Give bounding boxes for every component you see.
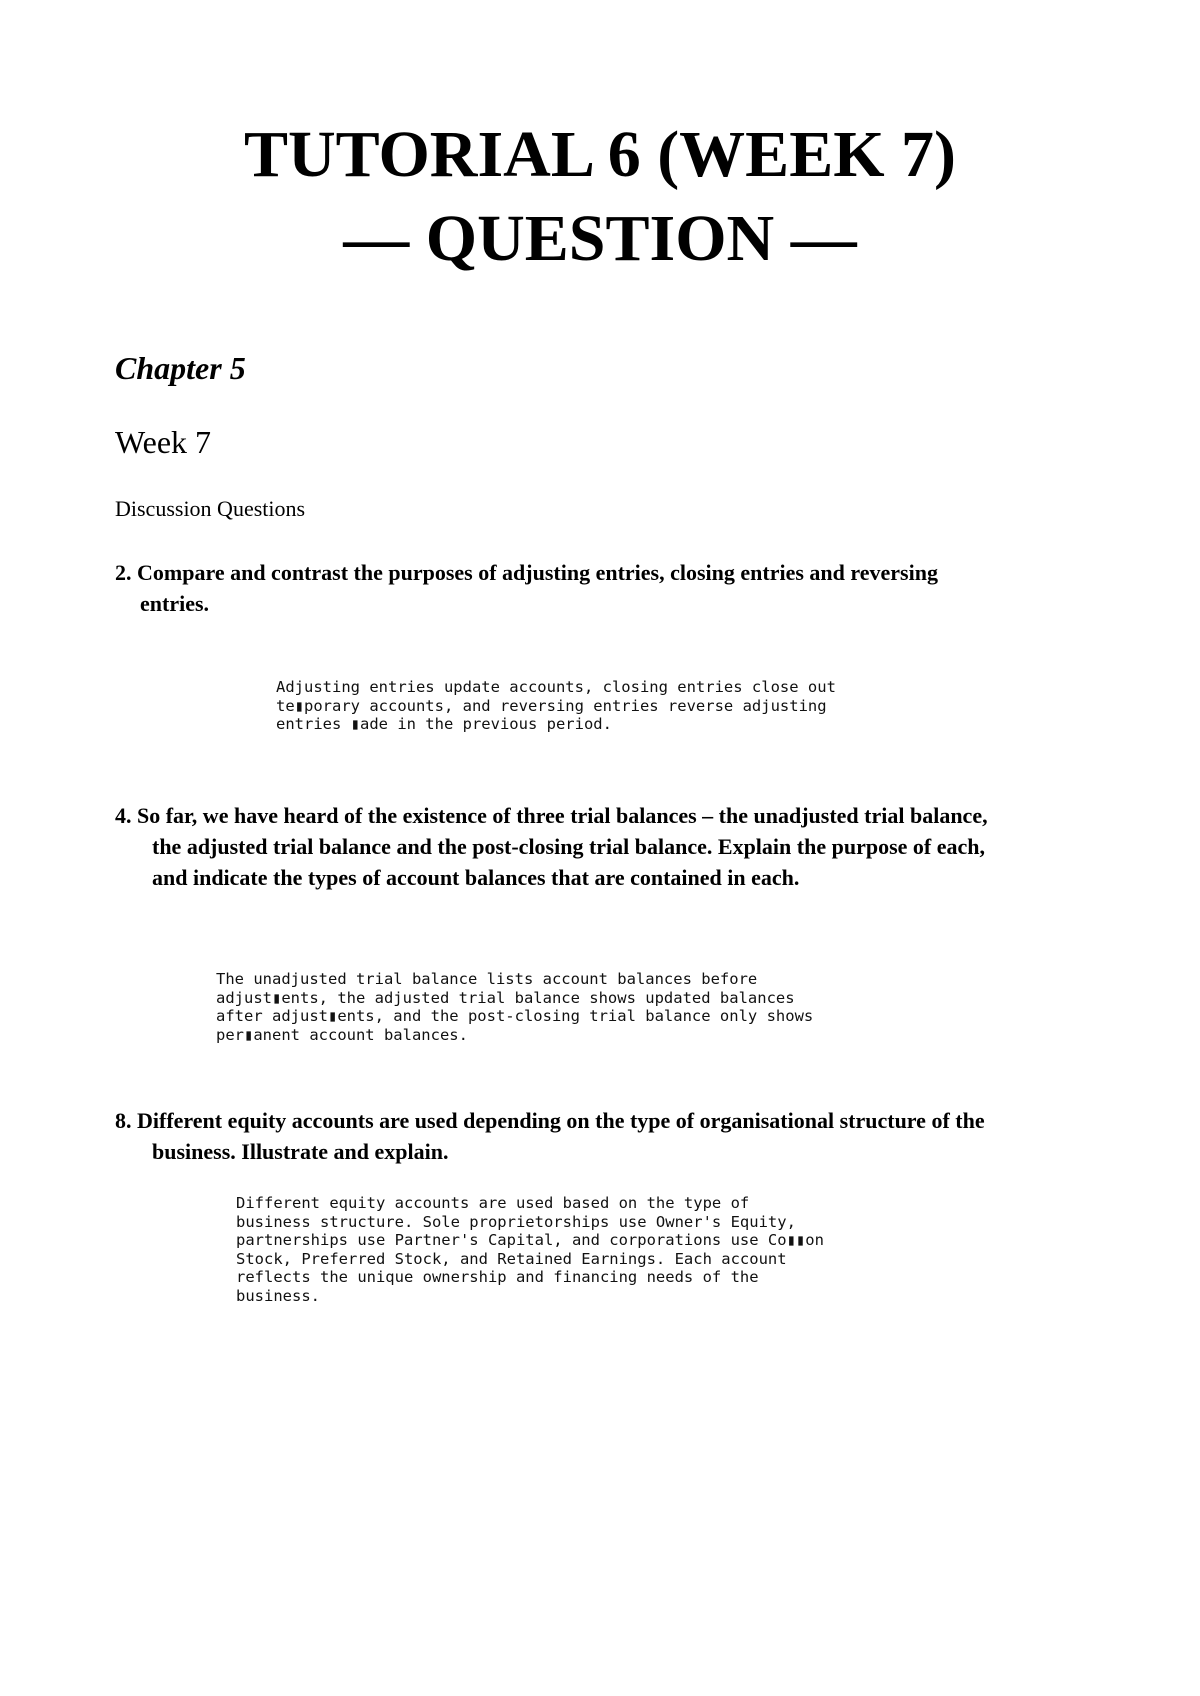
question-text-line: and indicate the types of account balances that are contained in each.: [152, 865, 800, 890]
section-heading: Discussion Questions: [115, 496, 306, 521]
week-label: Week 7: [115, 424, 212, 460]
question-text-line: business. Illustrate and explain.: [152, 1139, 449, 1164]
question-8: [115, 1105, 1095, 1167]
question-number: 4.: [115, 803, 132, 828]
chapter-label: Chapter 5: [115, 350, 246, 386]
question-4: [115, 800, 1095, 893]
answer-4: The unadjusted trial balance lists account balances before adjust▮ents, the adjusted trial balance shows updated balances after adjust▮ents, and the post-closing trial balance only shows per▮anent account balances.: [216, 970, 814, 1044]
question-2: [115, 557, 1095, 619]
page-title: TUTORIAL 6 (WEEK 7): [243, 118, 957, 191]
question-text-line: Different equity accounts are used depending on the type of organisational structure of the: [137, 1108, 985, 1133]
question-text-line: the adjusted trial balance and the post-closing trial balance. Explain the purpose of each,: [152, 834, 985, 859]
question-text-line: entries.: [140, 591, 210, 616]
question-text-line: So far, we have heard of the existence of three trial balances – the unadjusted trial balance,: [137, 803, 988, 828]
page-subtitle: — QUESTION —: [343, 202, 857, 275]
question-number: 8.: [115, 1108, 132, 1133]
answer-2: Adjusting entries update accounts, closing entries close out te▮porary accounts, and reversing entries reverse adjusting entries ▮ade in the previous period.: [276, 678, 836, 733]
question-text-line: Compare and contrast the purposes of adjusting entries, closing entries and reversing: [137, 560, 938, 585]
answer-8: Different equity accounts are used based on the type of business structure. Sole proprietorships use Owner's Equity, partnerships use Partner's Capital, and corporations use Co▮▮on Stock, Preferred Stock, and Retained Earnings. Each account reflects the unique ownership and financing needs of the business.: [236, 1194, 824, 1305]
question-number: 2.: [115, 560, 132, 585]
